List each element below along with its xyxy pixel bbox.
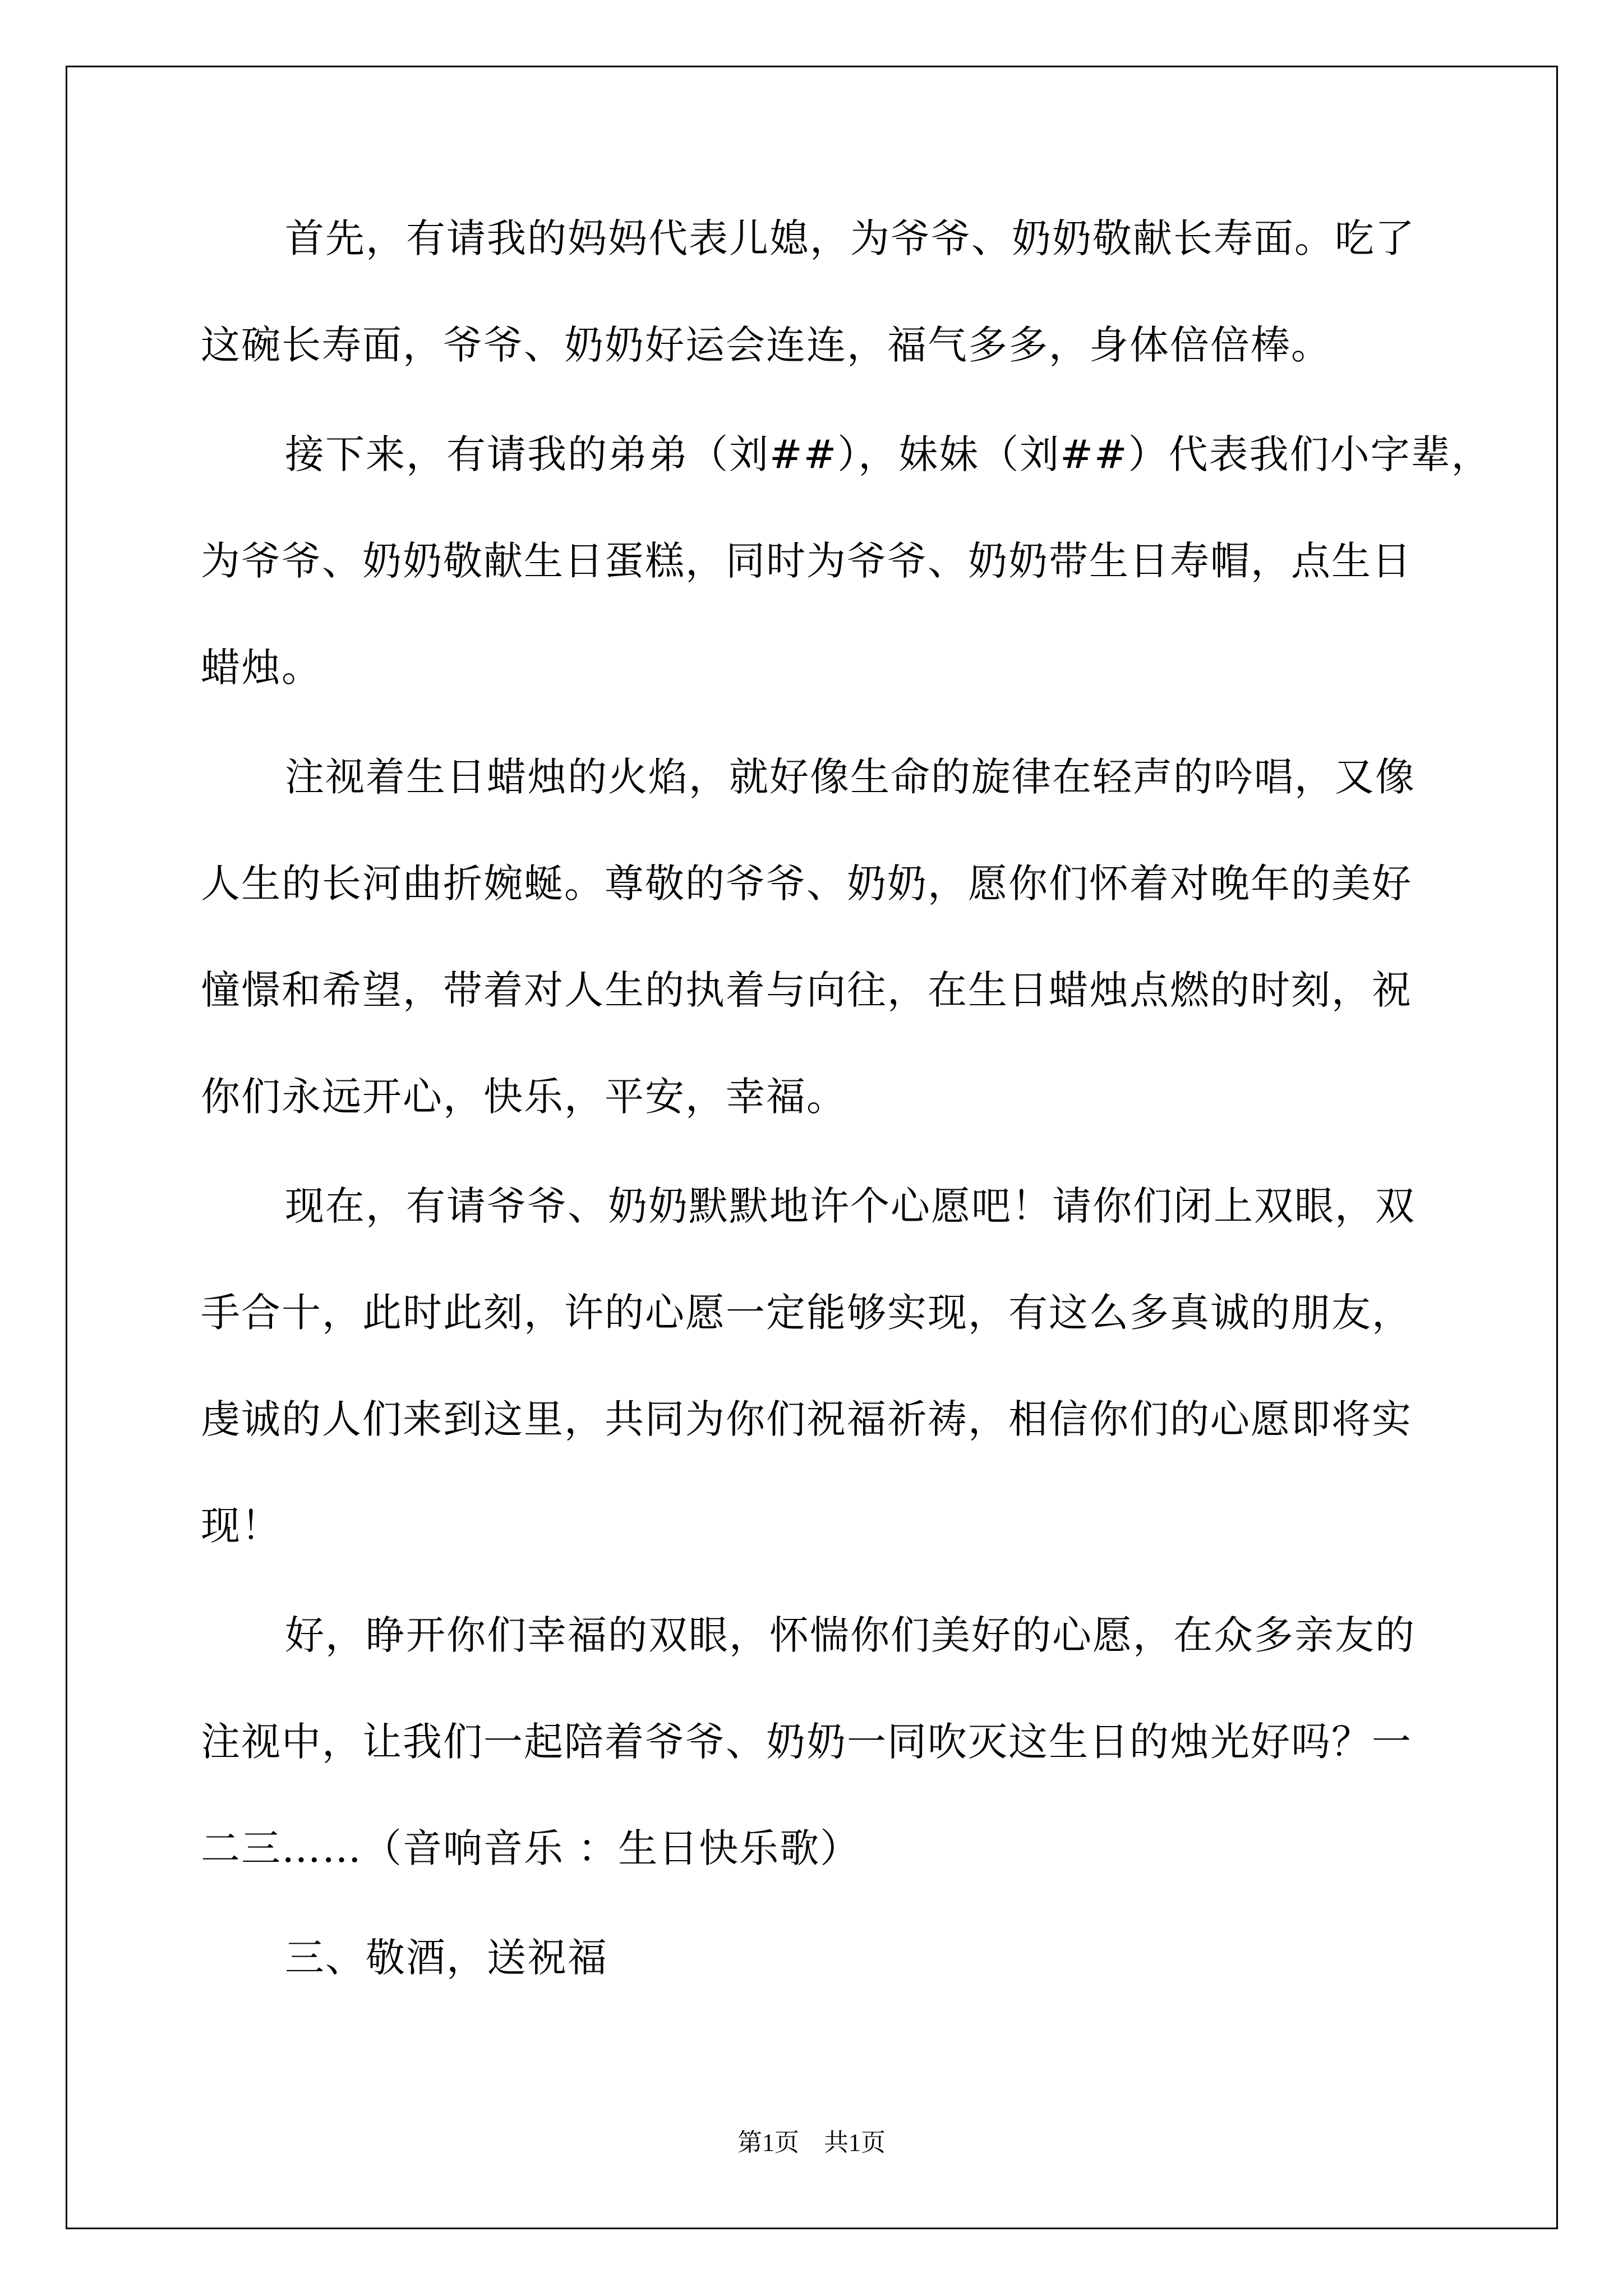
paragraph-2-line-1: 接下来，有请我的弟弟（刘##），妹妹（刘##）代表我们小字辈， <box>285 431 1492 477</box>
paragraph-3-line-3: 憧憬和希望，带着对人生的执着与向往，在生日蜡烛点燃的时刻，祝 <box>201 967 1412 1013</box>
section-heading: 三、敬酒，送祝福 <box>285 1935 608 1981</box>
paragraph-5-line-1: 好，睁开你们幸福的双眼，怀惴你们美好的心愿，在众多亲友的 <box>285 1612 1415 1658</box>
page-footer: 第1页 共1页 <box>737 2129 886 2156</box>
page-border <box>66 66 1558 2229</box>
paragraph-5-line-2: 注视中，让我们一起陪着爷爷、奶奶一同吹灭这生日的烛光好吗？一 <box>201 1719 1412 1765</box>
paragraph-1-line-1: 首先，有请我的妈妈代表儿媳，为爷爷、奶奶敬献长寿面。吃了 <box>285 215 1415 261</box>
paragraph-4-line-2: 手合十，此时此刻，许的心愿一定能够实现，有这么多真诚的朋友， <box>201 1290 1412 1336</box>
paragraph-2-line-2: 为爷爷、奶奶敬献生日蛋糕，同时为爷爷、奶奶带生日寿帽，点生日 <box>201 538 1412 584</box>
paragraph-2-line-3: 蜡烛。 <box>201 645 322 691</box>
paragraph-5-line-3: 二三……（音响音乐 ：生日快乐歌） <box>201 1825 861 1871</box>
paragraph-4-line-3: 虔诚的人们来到这里，共同为你们祝福祈祷，相信你们的心愿即将实 <box>201 1396 1412 1442</box>
paragraph-1-line-2: 这碗长寿面，爷爷、奶奶好运会连连，福气多多，身体倍倍棒。 <box>201 322 1331 368</box>
paragraph-3-line-1: 注视着生日蜡烛的火焰，就好像生命的旋律在轻声的吟唱，又像 <box>285 754 1415 800</box>
paragraph-3-line-4: 你们永远开心，快乐，平安，幸福。 <box>201 1074 847 1120</box>
paragraph-4-line-4: 现！ <box>201 1503 282 1549</box>
paragraph-3-line-2: 人生的长河曲折婉蜒。尊敬的爷爷、奶奶，愿你们怀着对晚年的美好 <box>201 861 1412 907</box>
paragraph-4-line-1: 现在，有请爷爷、奶奶默默地许个心愿吧！请你们闭上双眼，双 <box>285 1183 1415 1229</box>
